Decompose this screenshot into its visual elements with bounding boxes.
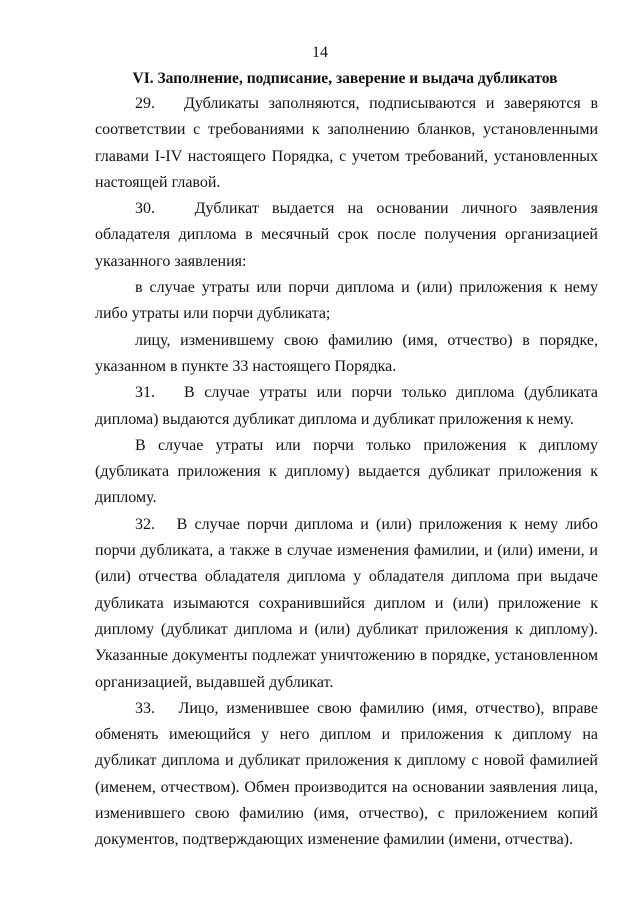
paragraph-32: 32. В случае порчи диплома и (или) приложения к нему либо порчи дубликата, а также в случае изменения фамилии, и (или) имени, и (или) отчества обладателя диплома у обладателя диплома при выдаче дубликата изымаются сохранившийся диплом и (или) приложение к диплому (дубликат диплома и (или) дубликат приложения к диплому). Указанные документы подлежат уничтожению в порядке, установленном организацией, выдавшей дубликат. (95, 515, 598, 691)
body-text (95, 91, 598, 854)
paragraph-29: 29. Дубликаты заполняются, подписываются и заверяются в соответствии с требованиями к заполнению бланков, установленными главами I-IV настоящего Порядка, с учетом требований, установленных настоящей главой. (95, 95, 598, 191)
paragraph-33: 33. Лицо, изменившее свою фамилию (имя, отчество), вправе обменять имеющийся у него диплом и приложения к диплому на дубликат диплома и дубликат приложения к диплому с новой фамилией (именем, отчеством). Обмен производится на основании заявления лица, изменившего свою фамилию (имя, отчество), с приложением копий документов, подтверждающих изменение фамилии (имени, отчества). (95, 699, 598, 849)
paragraph-30-item-1: в случае утраты или порчи диплома и (или) приложения к нему либо утраты или порчи дубликата; (95, 279, 598, 323)
section-heading: VI. Заполнение, подписание, заверение и выдача дубликатов (132, 70, 558, 87)
paragraph-31-continued: В случае утраты или порчи только приложения к диплому (дубликата приложения к диплому) выдается дубликат приложения к диплому. (95, 436, 598, 507)
page-number: 14 (312, 44, 328, 61)
paragraph-30-item-2: лицу, изменившему свою фамилию (имя, отчество) в порядке, указанном в пункте 33 настоящего Порядка. (95, 331, 598, 375)
paragraph-31: 31. В случае утраты или порчи только диплома (дубликата диплома) выдаются дубликат диплома и дубликат приложения к нему. (95, 384, 598, 428)
paragraph-30: 30. Дубликат выдается на основании личного заявления обладателя диплома в месячный срок после получения организацией указанного заявления: (95, 200, 598, 270)
